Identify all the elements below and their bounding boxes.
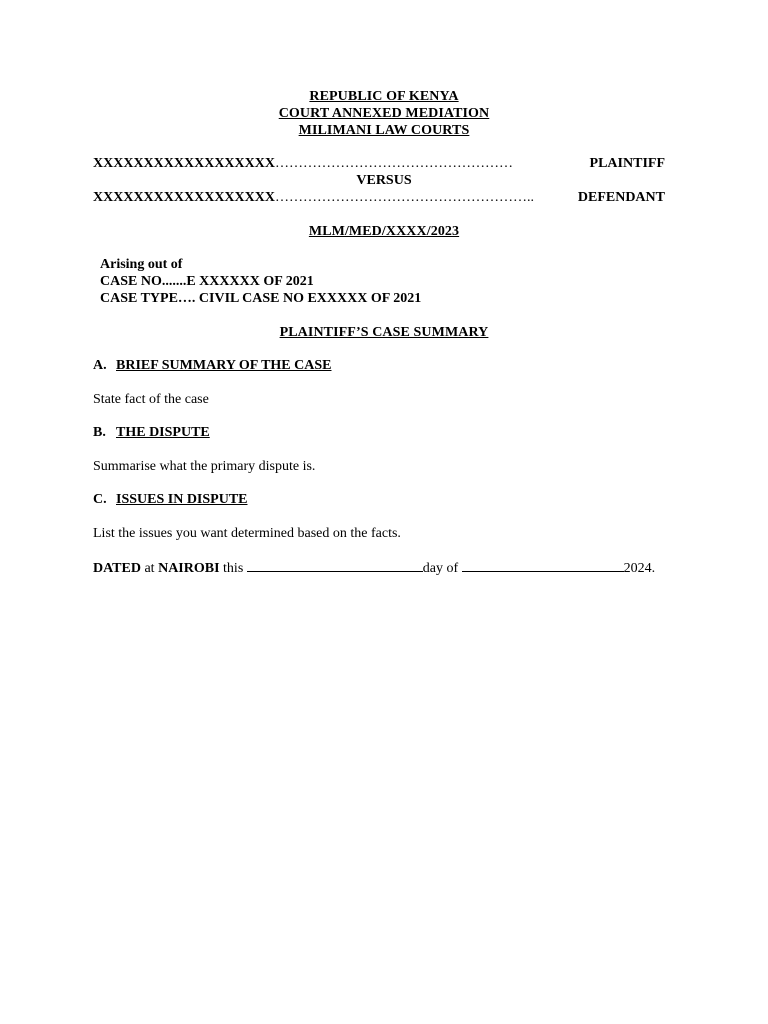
header-milimani-law-courts: MILIMANI LAW COURTS	[298, 123, 470, 138]
dated-day-of: day of	[422, 561, 462, 576]
section-a-letter: A.	[93, 358, 107, 373]
versus-label: VERSUS	[356, 173, 412, 188]
section-b-heading	[93, 424, 210, 441]
section-a-title: BRIEF SUMMARY OF THE CASE	[116, 358, 332, 373]
defendant-line	[93, 189, 665, 206]
month-blank-line	[462, 559, 624, 572]
section-a-heading	[93, 357, 332, 374]
dated-this-word: this	[219, 561, 247, 576]
header-republic: REPUBLIC OF KENYA	[309, 89, 459, 104]
section-c-title: ISSUES IN DISPUTE	[116, 492, 248, 507]
dated-place: NAIROBI	[158, 561, 220, 576]
section-b-title: THE DISPUTE	[116, 425, 210, 440]
arising-out-of: Arising out of	[100, 257, 183, 272]
plaintiff-line	[93, 155, 665, 172]
defendant-name: XXXXXXXXXXXXXXXXXX	[93, 190, 275, 205]
summary-title: PLAINTIFF’S CASE SUMMARY	[279, 325, 489, 340]
section-c-letter: C.	[93, 492, 107, 507]
case-type: CASE TYPE…. CIVIL CASE NO EXXXXX OF 2021	[100, 291, 422, 306]
plaintiff-name: XXXXXXXXXXXXXXXXXX	[93, 156, 275, 171]
dated-year: 2024.	[623, 561, 656, 576]
section-a-body: State fact of the case	[93, 392, 209, 407]
section-c-body: List the issues you want determined based on the facts.	[93, 526, 401, 541]
section-b-letter: B.	[93, 425, 106, 440]
plaintiff-role: PLAINTIFF	[589, 156, 665, 171]
plaintiff-leader-dots: ……………………………………………	[275, 156, 513, 171]
header-court-annexed-mediation: COURT ANNEXED MEDIATION	[278, 106, 490, 121]
case-number: CASE NO.......E XXXXXX OF 2021	[100, 274, 314, 289]
dated-word: DATED	[93, 561, 141, 576]
dated-at-word: at	[140, 561, 159, 576]
defendant-role: DEFENDANT	[577, 190, 665, 205]
section-c-heading	[93, 491, 248, 508]
defendant-leader-dots: ………………………………………………..	[275, 190, 534, 205]
day-blank-line	[247, 559, 423, 572]
reference-number: MLM/MED/XXXX/2023	[308, 224, 460, 239]
section-b-body: Summarise what the primary dispute is.	[93, 459, 316, 474]
dated-line	[93, 559, 655, 577]
